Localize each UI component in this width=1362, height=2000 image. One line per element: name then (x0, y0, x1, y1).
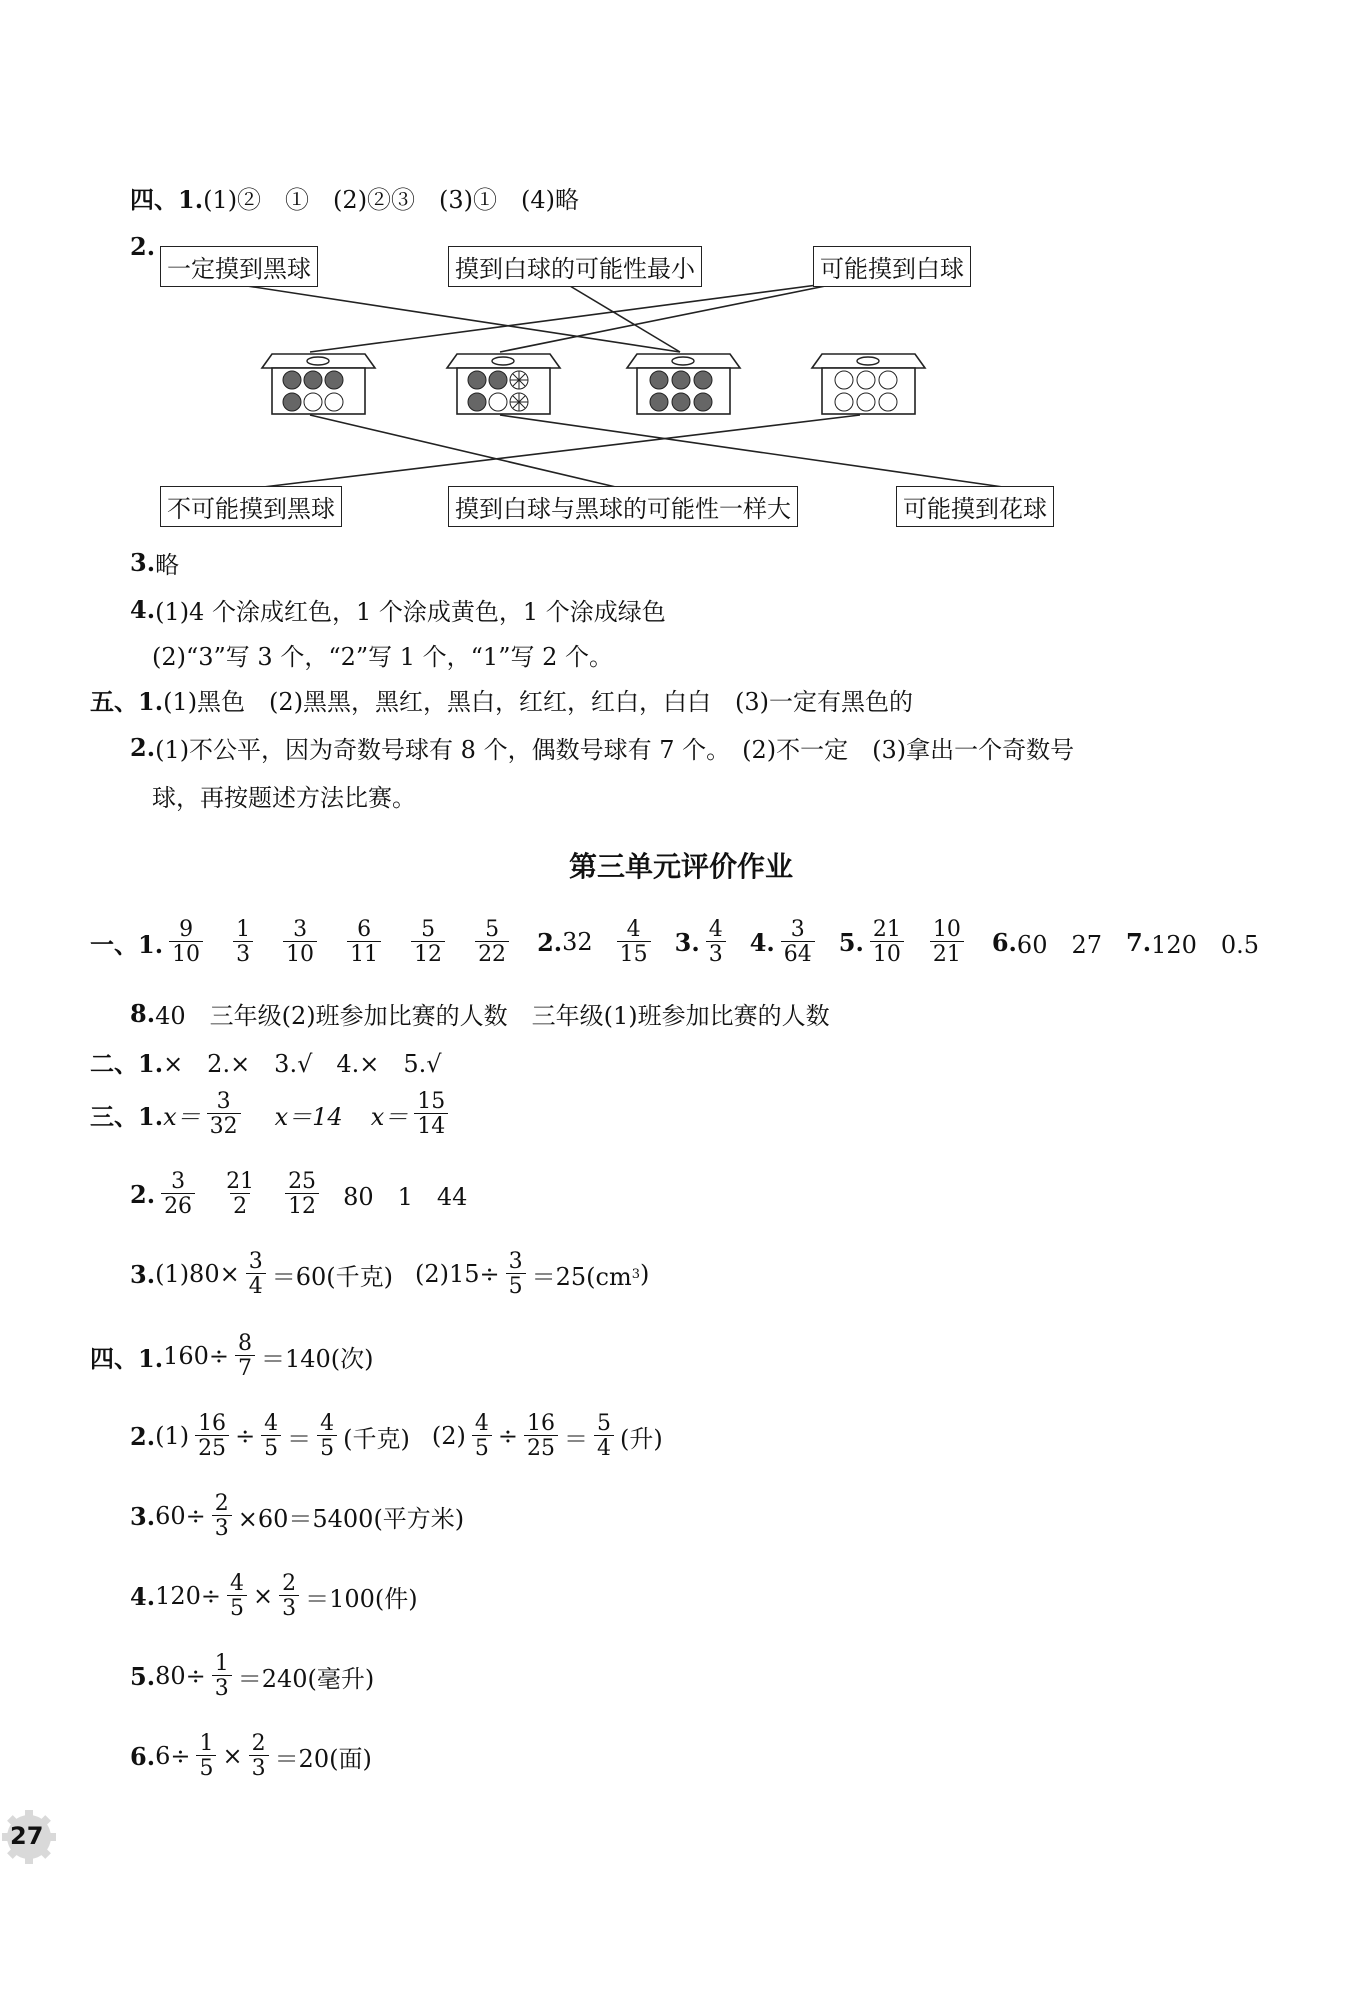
fraction: $\frac{5}{22}$ (475, 918, 509, 966)
q-label: 5. (838, 927, 864, 957)
fraction: $\frac{4}{15}$ (617, 918, 651, 966)
fraction: $\frac{4}{5}$ (227, 1572, 247, 1620)
part4-q6-line (130, 1732, 372, 1780)
operator: ÷ (497, 1422, 519, 1451)
part4-q1-line (90, 1332, 374, 1380)
match-line (310, 280, 855, 352)
answer-text: 80 1 44 (343, 1182, 468, 1211)
fraction: $\frac{1}{3}$ (212, 1652, 232, 1700)
q-label: 3. (130, 1259, 156, 1289)
answer-text: 40 三年级(2)班参加比赛的人数 三年级(1)班参加比赛的人数 (155, 1002, 830, 1030)
expr-part: (1) (155, 1422, 190, 1451)
fraction: $\frac{3}{4}$ (246, 1250, 266, 1298)
unit: (千克) (343, 1424, 410, 1453)
fraction: $\frac{4}{5}$ (317, 1412, 337, 1460)
answer-text: × 2.× 3.√ 4.× 5.√ (163, 1050, 442, 1078)
fraction: $\frac{1}{5}$ (196, 1732, 216, 1780)
operator: ÷ (235, 1422, 256, 1451)
q-label: 5. (130, 1661, 156, 1691)
q4-4-line1 (130, 592, 666, 627)
expr-part: ＝240(毫升) (237, 1664, 375, 1693)
q4-4-line2: (2)“3”写 3 个，“2”写 1 个，“1”写 2 个。 (152, 643, 614, 671)
fraction: $\frac{16}{25}$ (524, 1412, 558, 1460)
part3-q2-line (130, 1170, 467, 1218)
q-label: 3. (130, 1501, 156, 1531)
unit-title: 第三单元评价作业 (568, 850, 793, 883)
part1-q1-line (90, 918, 1259, 966)
q-label: 三、1. (90, 1101, 164, 1131)
page-number-badge (0, 1808, 58, 1866)
operator: ＝ (287, 1424, 312, 1453)
fraction: $\frac{2}{3}$ (212, 1492, 232, 1540)
q-label: 2. (130, 733, 156, 762)
fraction: $\frac{2}{3}$ (249, 1732, 269, 1780)
answer-text: (1)② ① (2)②③ (3)① (4)略 (203, 186, 580, 214)
part4-q5-line (130, 1652, 374, 1700)
expr-part: ×60＝5400(平方米) (237, 1504, 465, 1533)
expr-part: ＝20(面) (274, 1744, 372, 1773)
fraction: $\frac{1}{3}$ (233, 918, 253, 966)
part3-q1-line (90, 1090, 454, 1138)
fraction: $\frac{21}{2}$ (226, 1169, 255, 1220)
q-label: 4. (130, 1581, 156, 1611)
operator: × (222, 1742, 243, 1771)
q5-1-line (90, 682, 913, 717)
expr-part: 160÷ (163, 1342, 229, 1371)
answer-text: (1)不公平，因为奇数号球有 8 个，偶数号球有 7 个。 (2)不一定 (3)拿出一个奇数号 (155, 736, 1075, 764)
answer-value: 32 (562, 928, 593, 957)
label-box-bottom-3: 可能摸到花球 (896, 486, 1054, 527)
answer-text: (1)黑色 (2)黑黑，黑红，黑白，红红，红白，白白 (3)一定有黑色的 (163, 688, 914, 716)
expr-part: 80÷ (155, 1662, 206, 1691)
expr-part: ) (640, 1260, 650, 1289)
expr-part: ＝100(件) (305, 1584, 418, 1613)
q-label: 四、1. (130, 185, 204, 214)
page-number: 27 (10, 1822, 44, 1850)
equation-lhs: x＝ (163, 1102, 201, 1131)
fraction: $\frac{3}{5}$ (506, 1250, 526, 1298)
match-line (255, 415, 860, 488)
part4-q2-line (130, 1412, 663, 1460)
q-label: 2. (537, 927, 563, 957)
answer-text: 略 (155, 551, 180, 579)
expr-part: ＝25(cm (531, 1262, 632, 1291)
expr-part: ＝140(次) (260, 1344, 374, 1373)
answer-text: 120 0.5 (1151, 930, 1260, 959)
expr-part: (2) (431, 1422, 466, 1451)
fraction: $\frac{16}{25}$ (195, 1412, 229, 1460)
q5-2-line2: 球，再按题述方法比赛。 (152, 784, 416, 812)
fraction: $\frac{25}{12}$ (285, 1170, 319, 1218)
part2-line (90, 1044, 442, 1079)
fraction: $\frac{8}{7}$ (235, 1332, 255, 1380)
operator: × (252, 1582, 274, 1611)
label-box-top-3: 可能摸到白球 (813, 246, 971, 287)
q-label: 四、1. (90, 1343, 164, 1373)
fraction: $\frac{15}{14}$ (414, 1090, 448, 1138)
label-box-top-2: 摸到白球的可能性最小 (448, 246, 702, 287)
label-box-bottom-1: 不可能摸到黑球 (160, 486, 342, 527)
expr-part: (2)15÷ (414, 1260, 500, 1289)
ball-box-4 (812, 354, 925, 414)
answer-text: 60 27 (1016, 930, 1102, 959)
ball-box-2 (447, 354, 560, 414)
q5-2-line1 (130, 730, 1074, 765)
fraction: $\frac{3}{26}$ (161, 1170, 195, 1218)
fraction: $\frac{5}{12}$ (411, 918, 445, 966)
ball-box-1 (262, 354, 375, 414)
part1-q8-line (130, 996, 830, 1031)
answer-text: (1)4 个涂成红色，1 个涂成黄色，1 个涂成绿色 (155, 598, 666, 626)
label-box-bottom-2: 摸到白球与黑球的可能性一样大 (448, 486, 798, 527)
q-label: 3. (130, 548, 156, 577)
expr-part: 60÷ (155, 1502, 206, 1531)
q-label: 6. (991, 927, 1017, 957)
unit: (升) (620, 1424, 663, 1453)
fraction: $\frac{4}{5}$ (261, 1412, 281, 1460)
part3-q3-line (130, 1250, 649, 1298)
part4-q4-line (130, 1572, 418, 1620)
q-label: 4. (749, 927, 775, 957)
q-label: 五、1. (90, 687, 164, 716)
equation: x＝14 (274, 1102, 343, 1131)
q4-2-label: 2. (130, 232, 156, 261)
label-box-top-1: 一定摸到黑球 (160, 246, 318, 287)
q-label: 6. (130, 1741, 156, 1771)
fraction: $\frac{3}{64}$ (781, 918, 815, 966)
expr-part: 6÷ (155, 1742, 191, 1771)
fraction: $\frac{3}{32}$ (207, 1090, 241, 1138)
q-label: 一、1. (90, 929, 164, 959)
fraction: $\frac{2}{3}$ (279, 1572, 299, 1620)
q-label: 2. (130, 1421, 156, 1451)
fraction: $\frac{4}{5}$ (472, 1412, 492, 1460)
expr-part: ＝60(千克) (271, 1262, 393, 1291)
part4-q3-line (130, 1492, 464, 1540)
q-label: 4. (130, 595, 156, 624)
expr-part: (1)80× (155, 1260, 240, 1289)
q-label: 二、1. (90, 1049, 164, 1078)
q-label: 3. (674, 927, 700, 957)
fraction: $\frac{9}{10}$ (169, 918, 203, 966)
q-label: 8. (130, 999, 156, 1028)
fraction: $\frac{3}{10}$ (283, 918, 317, 966)
expr-part: 120÷ (155, 1582, 221, 1611)
q-label: 7. (1126, 927, 1152, 957)
ball-box-3 (627, 354, 740, 414)
fraction: $\frac{10}{21}$ (930, 918, 964, 966)
operator: ＝ (564, 1424, 589, 1453)
superscript: 3 (631, 1266, 641, 1282)
match-line (195, 278, 680, 352)
match-line (500, 280, 855, 352)
fraction: $\frac{4}{3}$ (706, 918, 726, 966)
fraction: $\frac{21}{10}$ (870, 918, 904, 966)
q4-3-line (130, 545, 179, 580)
fraction: $\frac{6}{11}$ (347, 918, 381, 966)
q-label: 2. (130, 1179, 156, 1209)
equation-lhs: x＝ (370, 1102, 409, 1131)
fraction: $\frac{5}{4}$ (594, 1412, 614, 1460)
